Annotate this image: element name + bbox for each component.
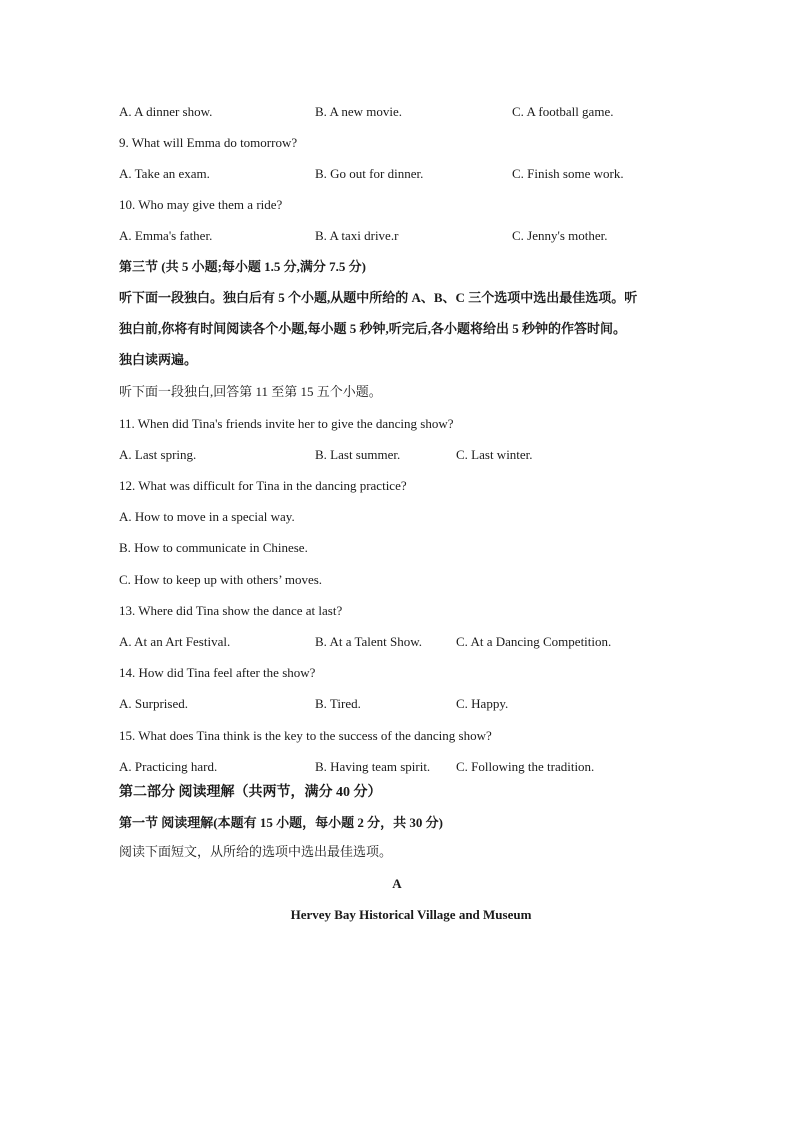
q11-option-c: C. Last winter. <box>456 447 533 462</box>
section3-instruction-line-1: 听下面一段独白。独白后有 5 个小题,从题中所给的 A、B、C 三个选项中选出最佳选项。听 <box>119 290 638 305</box>
q8-option-b: B. A new movie. <box>315 104 403 119</box>
q13-question: 13. Where did Tina show the dance at last? <box>119 603 343 618</box>
q13-option-a: A. At an Art Festival. <box>119 634 231 649</box>
q9-option-b: B. Go out for dinner. <box>315 166 424 181</box>
section3-heading: 第三节 (共 5 小题;每小题 1.5 分,满分 7.5 分) <box>119 259 366 274</box>
q14-option-c: C. Happy. <box>456 696 509 711</box>
q8-option-c: C. A football game. <box>512 104 614 119</box>
q13-option-c: C. At a Dancing Competition. <box>456 634 612 649</box>
q10-option-c: C. Jenny's mother. <box>512 228 608 243</box>
section3-instruction-line-2: 独白前,你将有时间阅读各个小题,每小题 5 秒钟,听完后,各小题将给出 5 秒钟的作答时间。 <box>119 321 627 336</box>
q8-option-a: A. A dinner show. <box>119 104 213 119</box>
section3-instruction-line-3: 独白读两遍。 <box>119 352 198 367</box>
part2-instruction: 阅读下面短文，从所给的选项中选出最佳选项。 <box>119 844 393 859</box>
q12-option-b: B. How to communicate in Chinese. <box>119 540 308 555</box>
q14-option-a: A. Surprised. <box>119 696 188 711</box>
part2-section1-heading: 第一节 阅读理解(本题有 15 小题，每小题 2 分，共 30 分) <box>119 815 443 830</box>
q14-question: 14. How did Tina feel after the show? <box>119 665 316 680</box>
q10-option-b: B. A taxi drive.r <box>315 228 399 243</box>
q15-option-b: B. Having team spirit. <box>315 759 431 774</box>
q9-option-a: A. Take an exam. <box>119 166 210 181</box>
q12-option-c: C. How to keep up with others’ moves. <box>119 572 323 587</box>
q15-option-c: C. Following the tradition. <box>456 759 595 774</box>
q10-option-a: A. Emma's father. <box>119 228 213 243</box>
section3-prompt: 听下面一段独白,回答第 11 至第 15 五个小题。 <box>119 384 382 399</box>
q14-option-b: B. Tired. <box>315 696 361 711</box>
q15-option-a: A. Practicing hard. <box>119 759 218 774</box>
q10-question: 10. Who may give them a ride? <box>119 197 283 212</box>
q11-option-a: A. Last spring. <box>119 447 197 462</box>
q9-question: 9. What will Emma do tomorrow? <box>119 135 298 150</box>
passage-letter: A <box>392 876 402 891</box>
q11-question: 11. When did Tina's friends invite her to give the dancing show? <box>119 416 454 431</box>
q13-option-b: B. At a Talent Show. <box>315 634 423 649</box>
q12-option-a: A. How to move in a special way. <box>119 509 295 524</box>
q15-question: 15. What does Tina think is the key to the success of the dancing show? <box>119 728 492 743</box>
q9-option-c: C. Finish some work. <box>512 166 624 181</box>
q12-question: 12. What was difficult for Tina in the dancing practice? <box>119 478 407 493</box>
passage-title: Hervey Bay Historical Village and Museum <box>290 907 532 922</box>
part2-heading: 第二部分 阅读理解（共两节，满分 40 分） <box>119 785 382 800</box>
q11-option-b: B. Last summer. <box>315 447 401 462</box>
